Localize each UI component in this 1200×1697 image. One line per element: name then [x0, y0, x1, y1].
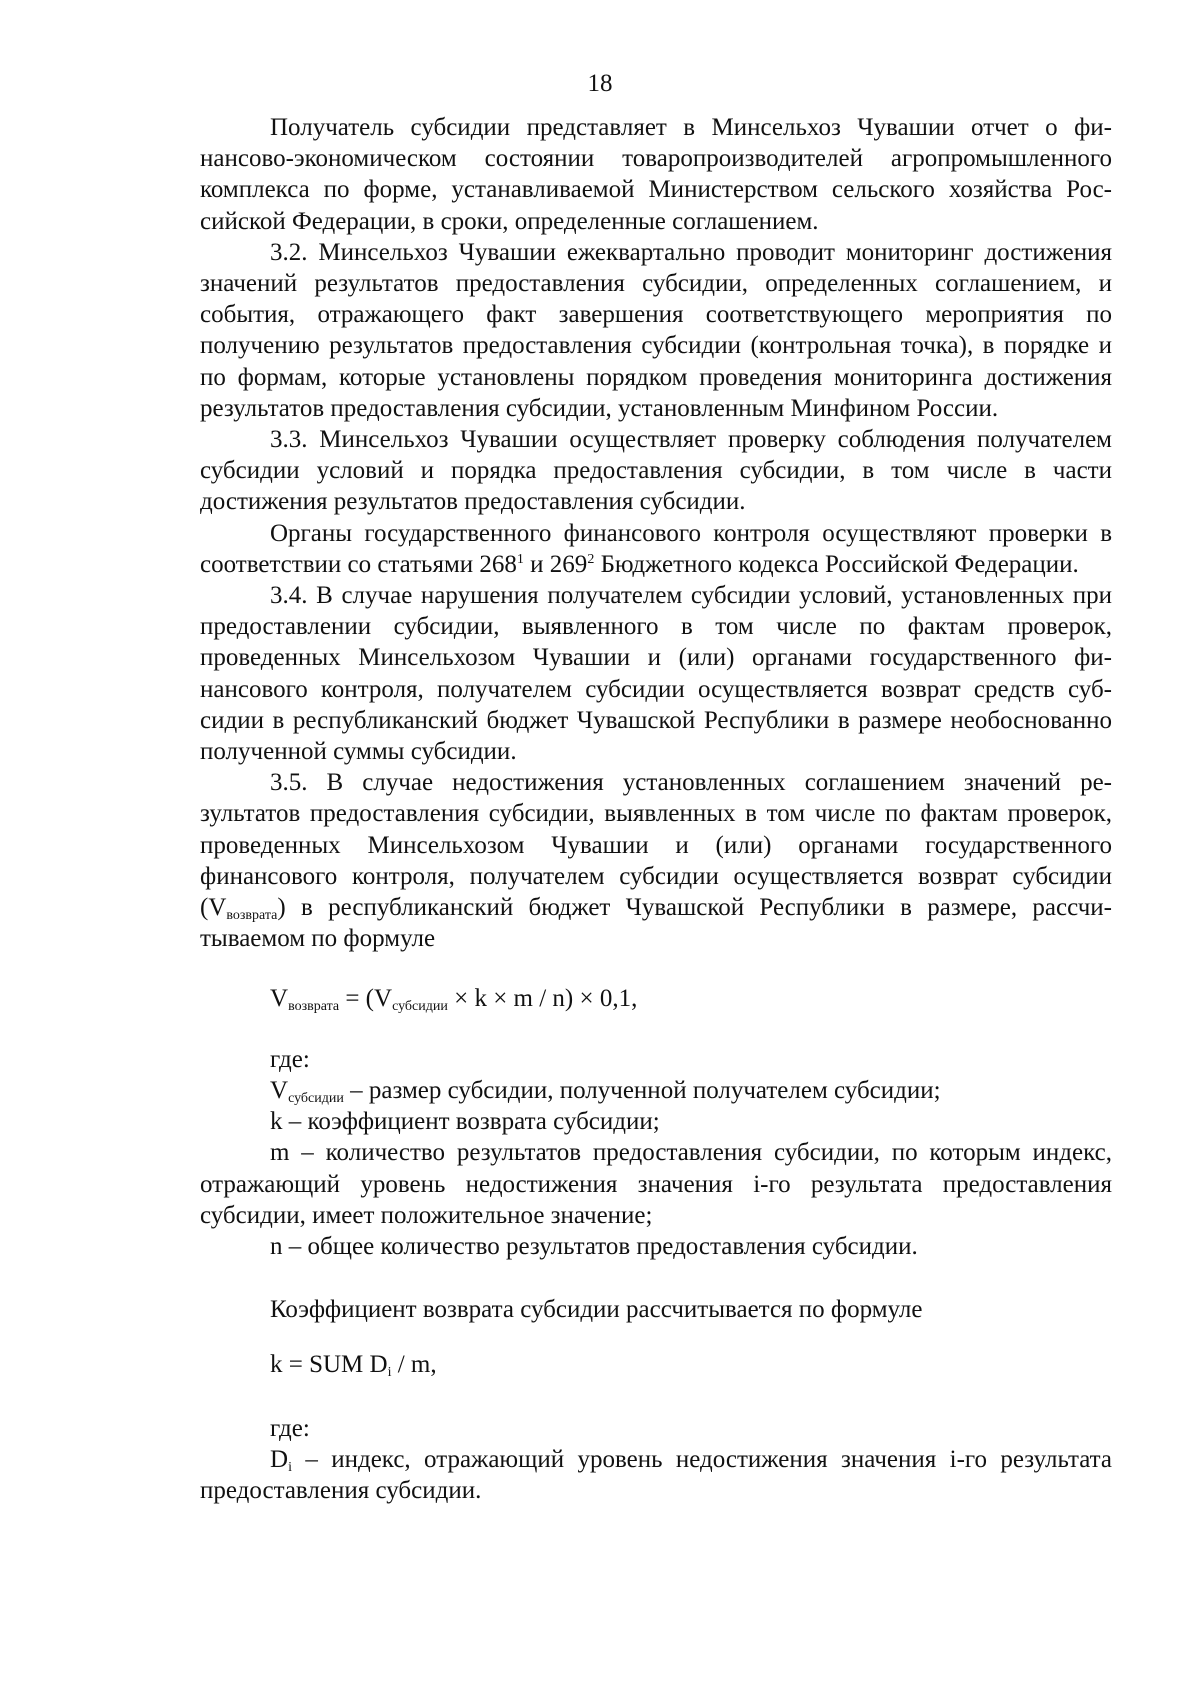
subscript: i [288, 1459, 292, 1475]
subscript: возврата [226, 908, 278, 924]
text-part: ) в республиканский бюджет Чувашской Республики в размере, рассчитываемом по формуле [200, 894, 1112, 953]
formula-coefficient [200, 1349, 1112, 1380]
legend-v-subsidy [200, 1075, 1112, 1106]
formula-part: / m, [391, 1351, 437, 1379]
formula-refund [200, 983, 1112, 1014]
page-number: 18 [587, 70, 613, 97]
formula-symbol: V [270, 1076, 289, 1104]
subscript: субсидии [392, 999, 448, 1015]
text-part: и 269 [523, 550, 588, 578]
legend-text: – индекс, отражающий уровень недостижения значения i-го результата предоставления субсидии. [200, 1445, 1112, 1504]
formula-part: × k × m / n) × 0,1, [447, 985, 638, 1013]
text-part: 3.5. В случае недостижения установленных соглашением значений результатов предоставления субсидии, выявленных в том числе по фактам проверок, проведенных Минсельхозом Чувашии и (или) органами государственного финансового контроля, получателем субсидии осуществляется возврат субсидии (V [200, 769, 1112, 922]
where-label-2: где: [270, 1414, 310, 1442]
text-part: Органы государственного финансового контроля осуществляют проверки в соответствии со статьями 268 [200, 519, 1112, 578]
legend-n: n – общее количество результатов предоставления субсидии. [270, 1232, 918, 1260]
legend-d [200, 1444, 1112, 1506]
formula-part: k = SUM D [270, 1351, 388, 1379]
subscript: субсидии [288, 1090, 344, 1106]
paragraph-report: Получатель субсидии представляет в Минсельхоз Чувашии отчет о финансово-экономическом состоянии товаропроизводителей агропромышленного комплекса по форме, устанавливаемой Министерством сельского хозяйства Российской Федерации, в сроки, определенные соглашением. [200, 114, 1112, 235]
document-body [200, 112, 1112, 1506]
text-part: Бюджетного кодекса Российской Федерации. [594, 550, 1079, 578]
subscript: i [387, 1365, 392, 1381]
paragraph-3-2: 3.2. Минсельхоз Чувашии ежеквартально проводит мониторинг достижения значений результатов предоставления субсидии, определенных соглашением, и события, отражающего факт завершения соответствующего мероприятия по получению результатов предоставления субсидии (контрольная точка), в порядке и по формам, которые установлены порядком проведения мониторинга достижения результатов предоставления субсидии, установленным Минфином России. [200, 238, 1112, 422]
coefficient-intro: Коэффициент возврата субсидии рассчитывается по формуле [270, 1296, 923, 1324]
paragraph-3-3: 3.3. Минсельхоз Чувашии осуществляет проверку соблюдения получателем субсидии условий и порядка предоставления субсидии, в том числе в части достижения результатов предоставления субсидии. [200, 426, 1112, 516]
superscript: 1 [516, 551, 524, 567]
legend-k: k – коэффициент возврата субсидии; [270, 1108, 660, 1136]
formula-part: = (V [339, 985, 393, 1013]
legend-m: m – количество результатов предоставления субсидии, по которым индекс, отражающий уровень недостижения значения i-го результата предоставления субсидии, имеет положительное значение; [200, 1139, 1112, 1229]
superscript: 2 [587, 551, 595, 567]
legend-text: – размер субсидии, полученной получателем субсидии; [343, 1076, 941, 1104]
paragraph-3-4: 3.4. В случае нарушения получателем субсидии условий, установленных при предоставлении субсидии, выявленного в том числе по фактам проверок, проведенных Минсельхозом Чувашии и (или) органами государственного финансового контроля, получателем субсидии осуществляется возврат средств субсидии в республиканский бюджет Чувашской Республики в размере необоснованно полученной суммы субсидии. [200, 582, 1112, 766]
formula-symbol: V [270, 985, 289, 1013]
paragraph-financial-control [200, 518, 1112, 580]
paragraph-3-5 [200, 767, 1112, 954]
subscript: возврата [288, 999, 340, 1015]
where-label: где: [270, 1045, 310, 1073]
formula-symbol: D [270, 1445, 289, 1473]
